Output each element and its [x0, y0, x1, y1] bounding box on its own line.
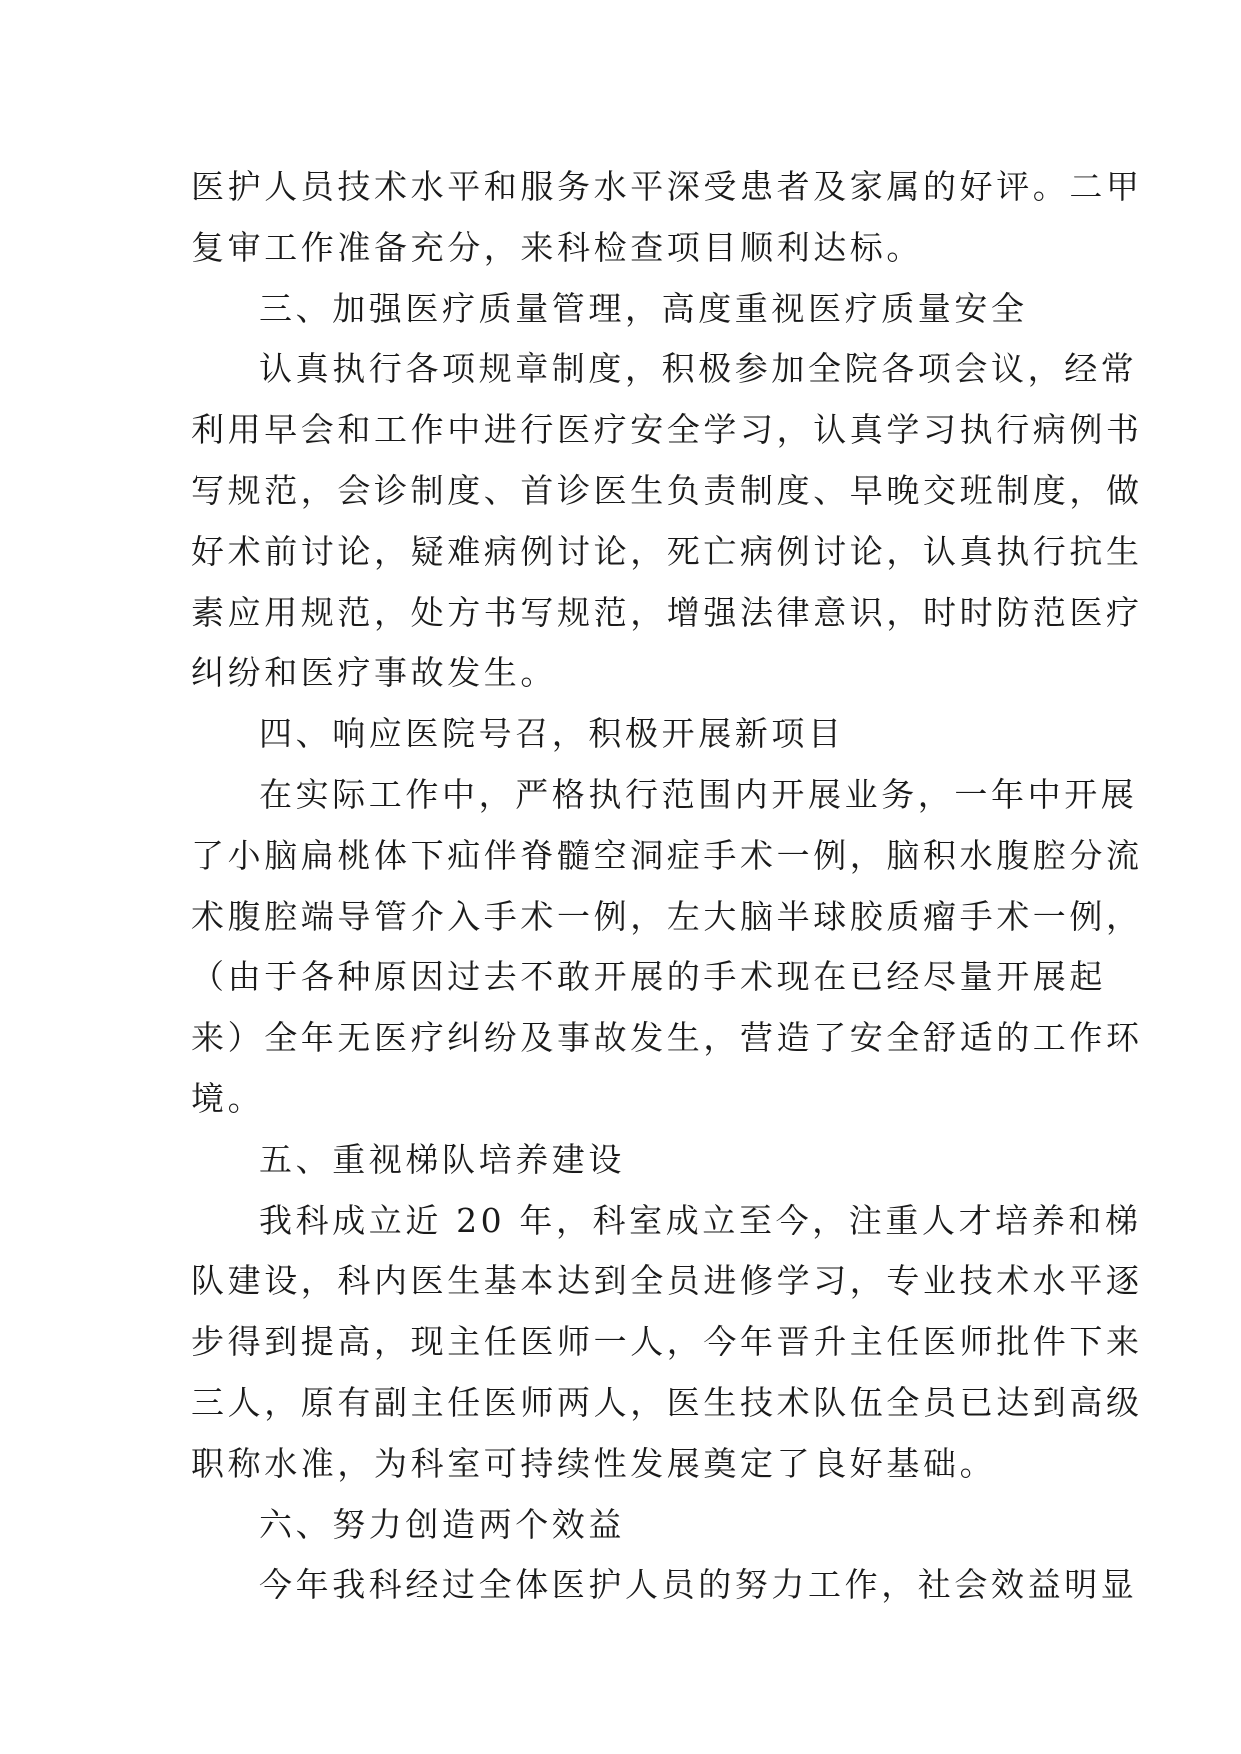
- text-line: 步得到提高，现主任医师一人，今年晋升主任医师批件下来: [191, 1322, 1143, 1362]
- text-line: 复审工作准备充分，来科检查项目顺利达标。: [191, 227, 923, 267]
- text-line: 写规范，会诊制度、首诊医生负责制度、早晚交班制度，做: [191, 470, 1143, 510]
- text-line: 队建设，科内医生基本达到全员进修学习，专业技术水平逐: [191, 1261, 1143, 1301]
- text-line: 认真执行各项规章制度，积极参加全院各项会议，经常: [259, 349, 1138, 389]
- text-line: 利用早会和工作中进行医疗安全学习，认真学习执行病例书: [191, 410, 1143, 450]
- text-line: 纠纷和医疗事故发生。: [191, 653, 557, 693]
- text-line: 今年我科经过全体医护人员的努力工作，社会效益明显: [259, 1565, 1138, 1605]
- text-line: 三、加强医疗质量管理，高度重视医疗质量安全: [259, 288, 1028, 328]
- text-line: （由于各种原因过去不敢开展的手术现在已经尽量开展起: [191, 957, 1106, 997]
- text-line: 三人，原有副主任医师两人，医生技术队伍全员已达到高级: [191, 1382, 1143, 1422]
- document-body: [191, 157, 1143, 1616]
- text-line: 来）全年无医疗纠纷及事故发生，营造了安全舒适的工作环: [191, 1018, 1143, 1058]
- text-line: 四、响应医院号召，积极开展新项目: [259, 714, 845, 754]
- text-line: 素应用规范，处方书写规范，增强法律意识，时时防范医疗: [191, 592, 1143, 632]
- text-line: 六、努力创造两个效益: [259, 1504, 625, 1544]
- text-line: 好术前讨论，疑难病例讨论，死亡病例讨论，认真执行抗生: [191, 531, 1143, 571]
- text-line: 境。: [191, 1078, 265, 1118]
- text-line: 医护人员技术水平和服务水平深受患者及家属的好评。二甲: [191, 167, 1143, 206]
- text-line: 五、重视梯队培养建设: [259, 1139, 625, 1179]
- text-line: 在实际工作中，严格执行范围内开展业务，一年中开展: [259, 774, 1138, 814]
- text-line: 术腹腔端导管介入手术一例，左大脑半球胶质瘤手术一例，: [191, 896, 1143, 936]
- text-line: 我科成立近 20 年，科室成立至今，注重人才培养和梯: [259, 1200, 1142, 1240]
- text-line: 了小脑扁桃体下疝伴脊髓空洞症手术一例，脑积水腹腔分流: [191, 835, 1143, 875]
- text-line: 职称水准，为科室可持续性发展奠定了良好基础。: [191, 1443, 997, 1483]
